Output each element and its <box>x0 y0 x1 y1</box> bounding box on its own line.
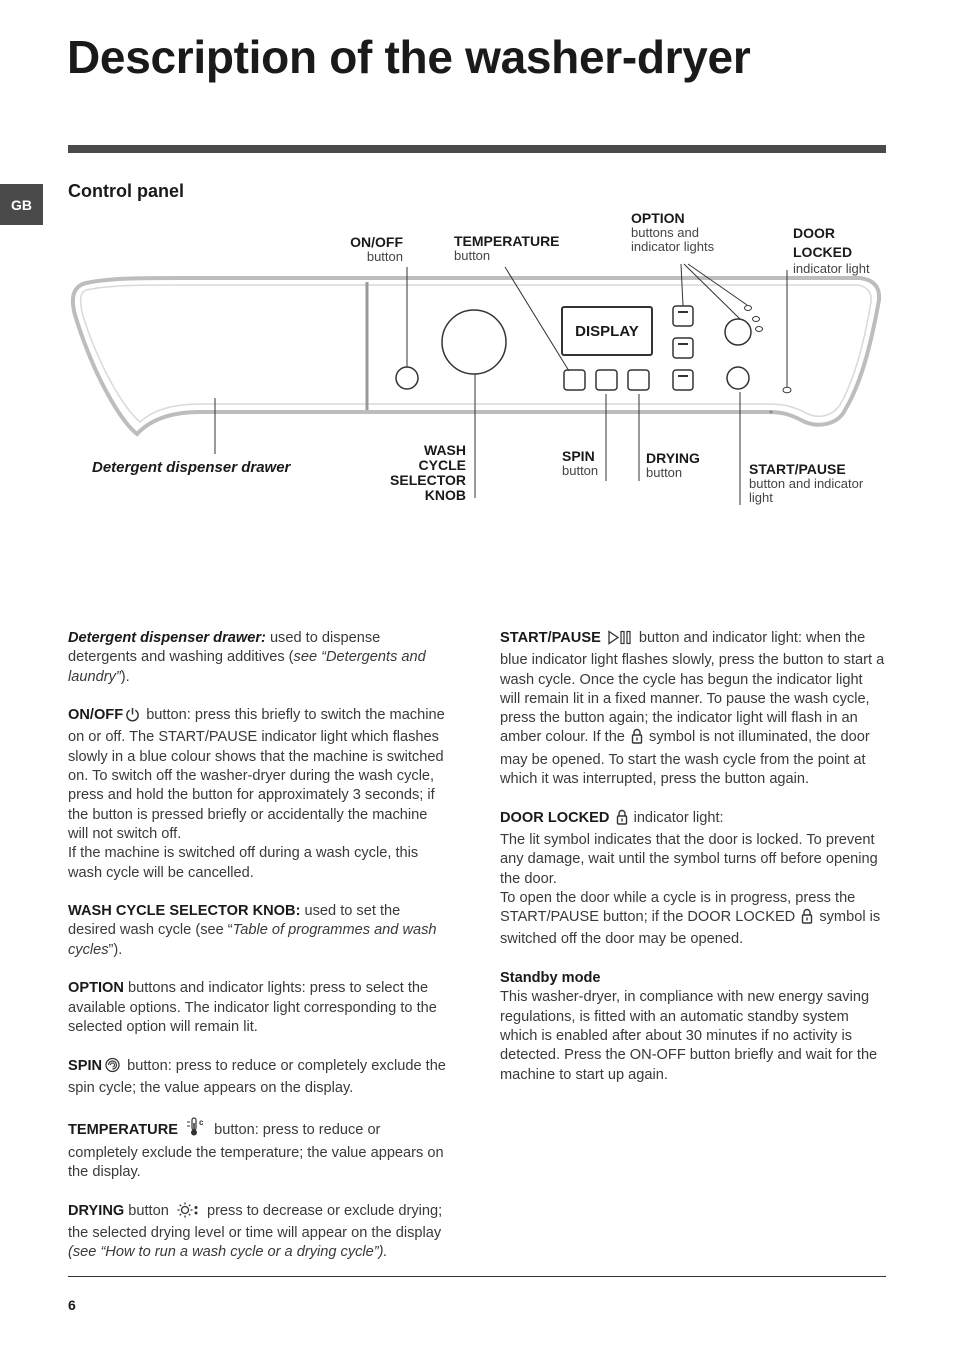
lock-icon <box>631 728 643 750</box>
wash-cycle-label-line-1: WASH <box>424 442 466 458</box>
drying-title: DRYING <box>68 1202 125 1219</box>
option-button-1-shape[interactable] <box>673 306 693 326</box>
spin-title: SPIN <box>68 1057 103 1074</box>
spin-paragraph <box>68 1057 448 1099</box>
option-led-1 <box>745 306 752 311</box>
wash-cycle-label-line-2: CYCLE <box>418 457 466 473</box>
lock-icon <box>801 908 813 930</box>
lock-icon <box>616 809 628 831</box>
option-button-3-shape[interactable] <box>673 370 693 390</box>
start-pause-title: START/PAUSE <box>500 630 601 646</box>
wash-cycle-knob-shape[interactable] <box>442 310 506 374</box>
spin-label-sub: button <box>562 463 599 478</box>
start-pause-button-shape[interactable] <box>727 367 749 389</box>
wash-cycle-text-2: ”). <box>108 941 123 958</box>
door-locked-text-2: The lit symbol indicates that the door is locked. To prevent any damage, wait until the symbol turns off before opening the door. <box>500 831 878 887</box>
temperature-text: button: press to reduce or completely exclude the temperature; the value appears on the display. <box>68 1122 444 1181</box>
play-pause-icon <box>607 630 633 651</box>
spin-label <box>562 449 598 478</box>
standby-text: This washer-dryer, in compliance with new energy saving regulations, is fitted with an automatic standby system which is enabled after about 30 minutes if no activity is detected. Press the ON-OFF button briefly and wait for the machine to start up again. <box>500 989 878 1083</box>
on-off-label-title: ON/OFF <box>350 234 403 250</box>
right-column <box>500 629 886 1104</box>
detergent-ref: see “Detergents and laundry” <box>68 649 426 685</box>
detergent-title: Detergent dispenser drawer: <box>68 630 266 646</box>
door-locked-text-3: To open the door while a cycle is in progress, press the START/PAUSE button; if the DOOR LOCKED <box>500 889 856 926</box>
wash-cycle-title: WASH CYCLE SELECTOR KNOB: <box>68 903 301 920</box>
on-off-text-2: If the machine is switched off during a wash cycle, this wash cycle will be cancelled. <box>68 845 419 881</box>
start-pause-label <box>749 462 863 505</box>
option-button-2-shape[interactable] <box>673 338 693 358</box>
door-locked-light-shape <box>783 387 791 393</box>
thermometer-icon <box>184 1117 208 1143</box>
panel-dot <box>770 411 773 414</box>
wash-cycle-label-line-4: KNOB <box>424 487 466 503</box>
option-led-2 <box>753 317 760 322</box>
drying-label-sub: button <box>646 465 683 480</box>
drying-label-title: DRYING <box>646 450 700 466</box>
drying-text-2: press to decrease or exclude drying; the selected drying level or time will appear on the display <box>68 1202 443 1241</box>
title-rule <box>68 145 886 153</box>
start-pause-label-sub-2: light <box>749 490 773 505</box>
door-locked-label-sub: indicator light <box>793 261 870 276</box>
start-pause-text-2: symbol is not illuminated, the door may be opened. To start the wash cycle from the point at which it was interrupted, press the button again. <box>500 729 870 788</box>
start-pause-label-title: START/PAUSE <box>749 461 846 477</box>
spin-label-title: SPIN <box>562 448 595 464</box>
wash-cycle-knob-label <box>360 443 466 503</box>
option-title: OPTION <box>68 980 124 997</box>
temperature-button-shape[interactable] <box>564 370 585 390</box>
left-column <box>68 629 448 1282</box>
power-icon <box>125 707 140 728</box>
door-locked-label <box>793 224 870 276</box>
drying-button-shape[interactable] <box>628 370 649 390</box>
wash-cycle-paragraph <box>68 902 448 960</box>
spin-icon <box>104 1057 121 1079</box>
door-locked-title: DOOR LOCKED <box>500 809 610 826</box>
leader-lines <box>215 264 787 505</box>
detergent-text-1: used to dispense detergents and washing additives ( <box>68 630 381 666</box>
page-title: Description of the washer-dryer <box>67 31 751 83</box>
detergent-drawer-label: Detergent dispenser drawer <box>92 459 291 476</box>
door-locked-label-title-2: LOCKED <box>793 244 853 260</box>
on-off-label <box>330 235 403 264</box>
on-off-label-sub: button <box>366 249 403 264</box>
door-locked-paragraph <box>500 809 886 950</box>
door-locked-text-1: indicator light: <box>629 809 724 826</box>
temperature-label-title: TEMPERATURE <box>454 233 560 249</box>
wash-cycle-text-1: used to set the desired wash cycle (see “ <box>68 903 401 939</box>
wash-cycle-label-line-3: SELECTOR <box>390 472 466 488</box>
option-paragraph <box>68 979 448 1037</box>
start-pause-text-1: button and indicator light: when the blue indicator light flashes slowly, press the button to start a wash cycle. Once the cycle has begun the indicator light will remain lit in a fixed manner. To pause the wash cycle, press the button again; the indicator light will flash in an amber colour. If the <box>500 630 885 746</box>
option-label-title: OPTION <box>631 210 685 226</box>
option-text: buttons and indicator lights: press to select the available options. The indicator light corresponding to the selected option will remain lit. <box>68 980 437 1035</box>
svg-text:c: c <box>199 1118 204 1128</box>
drying-paragraph <box>68 1202 448 1263</box>
drying-ref: (see “How to run a wash cycle or a drying cycle”). <box>68 1244 388 1261</box>
option-round-button-shape[interactable] <box>725 319 751 345</box>
option-label-sub-1: buttons and <box>631 225 699 240</box>
door-locked-text-4: symbol is switched off the door may be opened. <box>500 909 881 948</box>
start-pause-label-sub-1: button and indicator <box>749 476 864 491</box>
detergent-paragraph <box>68 629 448 687</box>
start-pause-paragraph <box>500 629 886 789</box>
standby-title: Standby mode <box>500 970 601 987</box>
spin-text: button: press to reduce or completely exclude the spin cycle; the value appears on the display. <box>68 1057 446 1096</box>
on-off-text: button: press this briefly to switch the machine on or off. The START/PAUSE indicator light which flashes slowly in a blue colour shows that the machine is switched on. To switch off the washer-dryer during the wash cycle, press and hold the button for approximately 3 seconds; if the button is pressed briefly or accidentally the machine will not switch off. <box>68 707 445 842</box>
page-number: 6 <box>68 1297 76 1313</box>
on-off-button-shape[interactable] <box>396 367 418 389</box>
door-locked-label-title-1: DOOR <box>793 225 835 241</box>
sun-icon <box>175 1202 201 1224</box>
temperature-label-sub: button <box>454 248 491 263</box>
option-led-3 <box>756 327 763 332</box>
option-label <box>631 211 714 254</box>
temperature-paragraph <box>68 1117 448 1182</box>
wash-cycle-ref: Table of programmes and wash cycles <box>68 922 437 958</box>
footer-rule <box>68 1276 886 1277</box>
display-screen: DISPLAY <box>561 306 653 356</box>
temperature-label <box>454 234 560 263</box>
on-off-paragraph <box>68 706 448 883</box>
option-label-sub-2: indicator lights <box>631 239 715 254</box>
drying-label <box>646 451 700 480</box>
section-heading: Control panel <box>68 181 184 201</box>
temperature-title: TEMPERATURE <box>68 1122 178 1139</box>
control-panel-diagram <box>0 200 954 530</box>
on-off-title: ON/OFF <box>68 707 124 724</box>
language-tab: GB <box>0 184 43 225</box>
standby-paragraph <box>500 969 886 1085</box>
spin-button-shape[interactable] <box>596 370 617 390</box>
detergent-text-2: ). <box>120 668 130 685</box>
drying-text-1: button <box>124 1202 173 1219</box>
